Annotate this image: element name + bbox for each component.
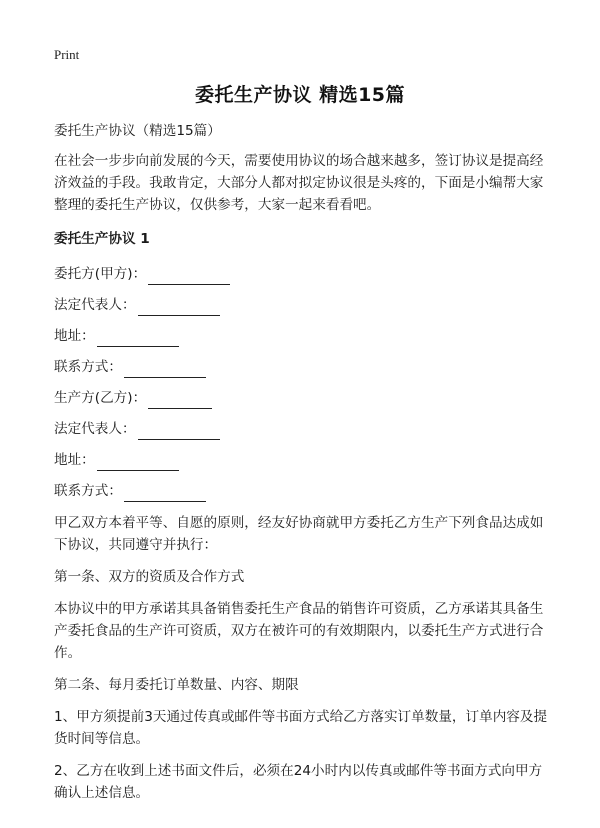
fill-in-blank	[97, 332, 179, 347]
field-legal-rep-a	[54, 294, 554, 316]
document-title: 委托生产协议 精选15篇	[194, 84, 406, 106]
fill-in-blank	[124, 487, 206, 502]
fill-in-blank	[97, 456, 179, 471]
field-label: 联系方式：	[54, 483, 122, 499]
field-address-b	[54, 449, 554, 471]
fill-in-blank	[138, 425, 220, 440]
field-client	[54, 263, 554, 285]
field-contact-b	[54, 480, 554, 502]
field-label: 地址：	[54, 328, 95, 344]
field-legal-rep-b	[54, 418, 554, 440]
document-subtitle: 委托生产协议（精选15篇）	[54, 123, 221, 139]
article-2-item-2: 2、乙方在收到上述书面文件后，必须在24小时内以传真或邮件等书面方式向甲方确认上述信息。	[54, 763, 543, 801]
section-heading: 委托生产协议 1	[54, 231, 150, 247]
print-label[interactable]: Print	[54, 47, 80, 62]
field-label: 地址：	[54, 452, 95, 468]
document-body	[54, 120, 554, 814]
field-label: 法定代表人：	[54, 297, 136, 313]
field-contact-a	[54, 356, 554, 378]
fill-in-blank	[124, 363, 206, 378]
article-2-item-1: 1、甲方须提前3天通过传真或邮件等书面方式给乙方落实订单数量，订单内容及提货时间等信息。	[54, 709, 548, 747]
fill-in-blank	[148, 394, 212, 409]
field-label: 生产方(乙方)：	[54, 390, 147, 406]
field-producer	[54, 387, 554, 409]
preamble-paragraph: 甲乙双方本着平等、自愿的原则，经友好协商就甲方委托乙方生产下列食品达成如下协议，共同遵守并执行：	[54, 515, 544, 553]
article-1-text: 本协议中的甲方承诺其具备销售委托生产食品的销售许可资质，乙方承诺其具备生产委托食品的生产许可资质，双方在被许可的有效期限内，以委托生产方式进行合作。	[54, 601, 544, 661]
field-label: 联系方式：	[54, 359, 122, 375]
field-label: 委托方(甲方)：	[54, 266, 147, 282]
fill-in-blank	[148, 270, 230, 285]
article-1-title: 第一条、双方的资质及合作方式	[54, 569, 245, 585]
article-2-title: 第二条、每月委托订单数量、内容、期限	[54, 677, 299, 693]
field-label: 法定代表人：	[54, 421, 136, 437]
intro-paragraph: 在社会一步步向前发展的今天，需要使用协议的场合越来越多，签订协议是提高经济效益的手段。我敢肯定，大部分人都对拟定协议很是头疼的，下面是小编帮大家整理的委托生产协议，仅供参考，大家一起来看看吧。	[54, 153, 544, 213]
fill-in-blank	[138, 301, 220, 316]
field-address-a	[54, 325, 554, 347]
